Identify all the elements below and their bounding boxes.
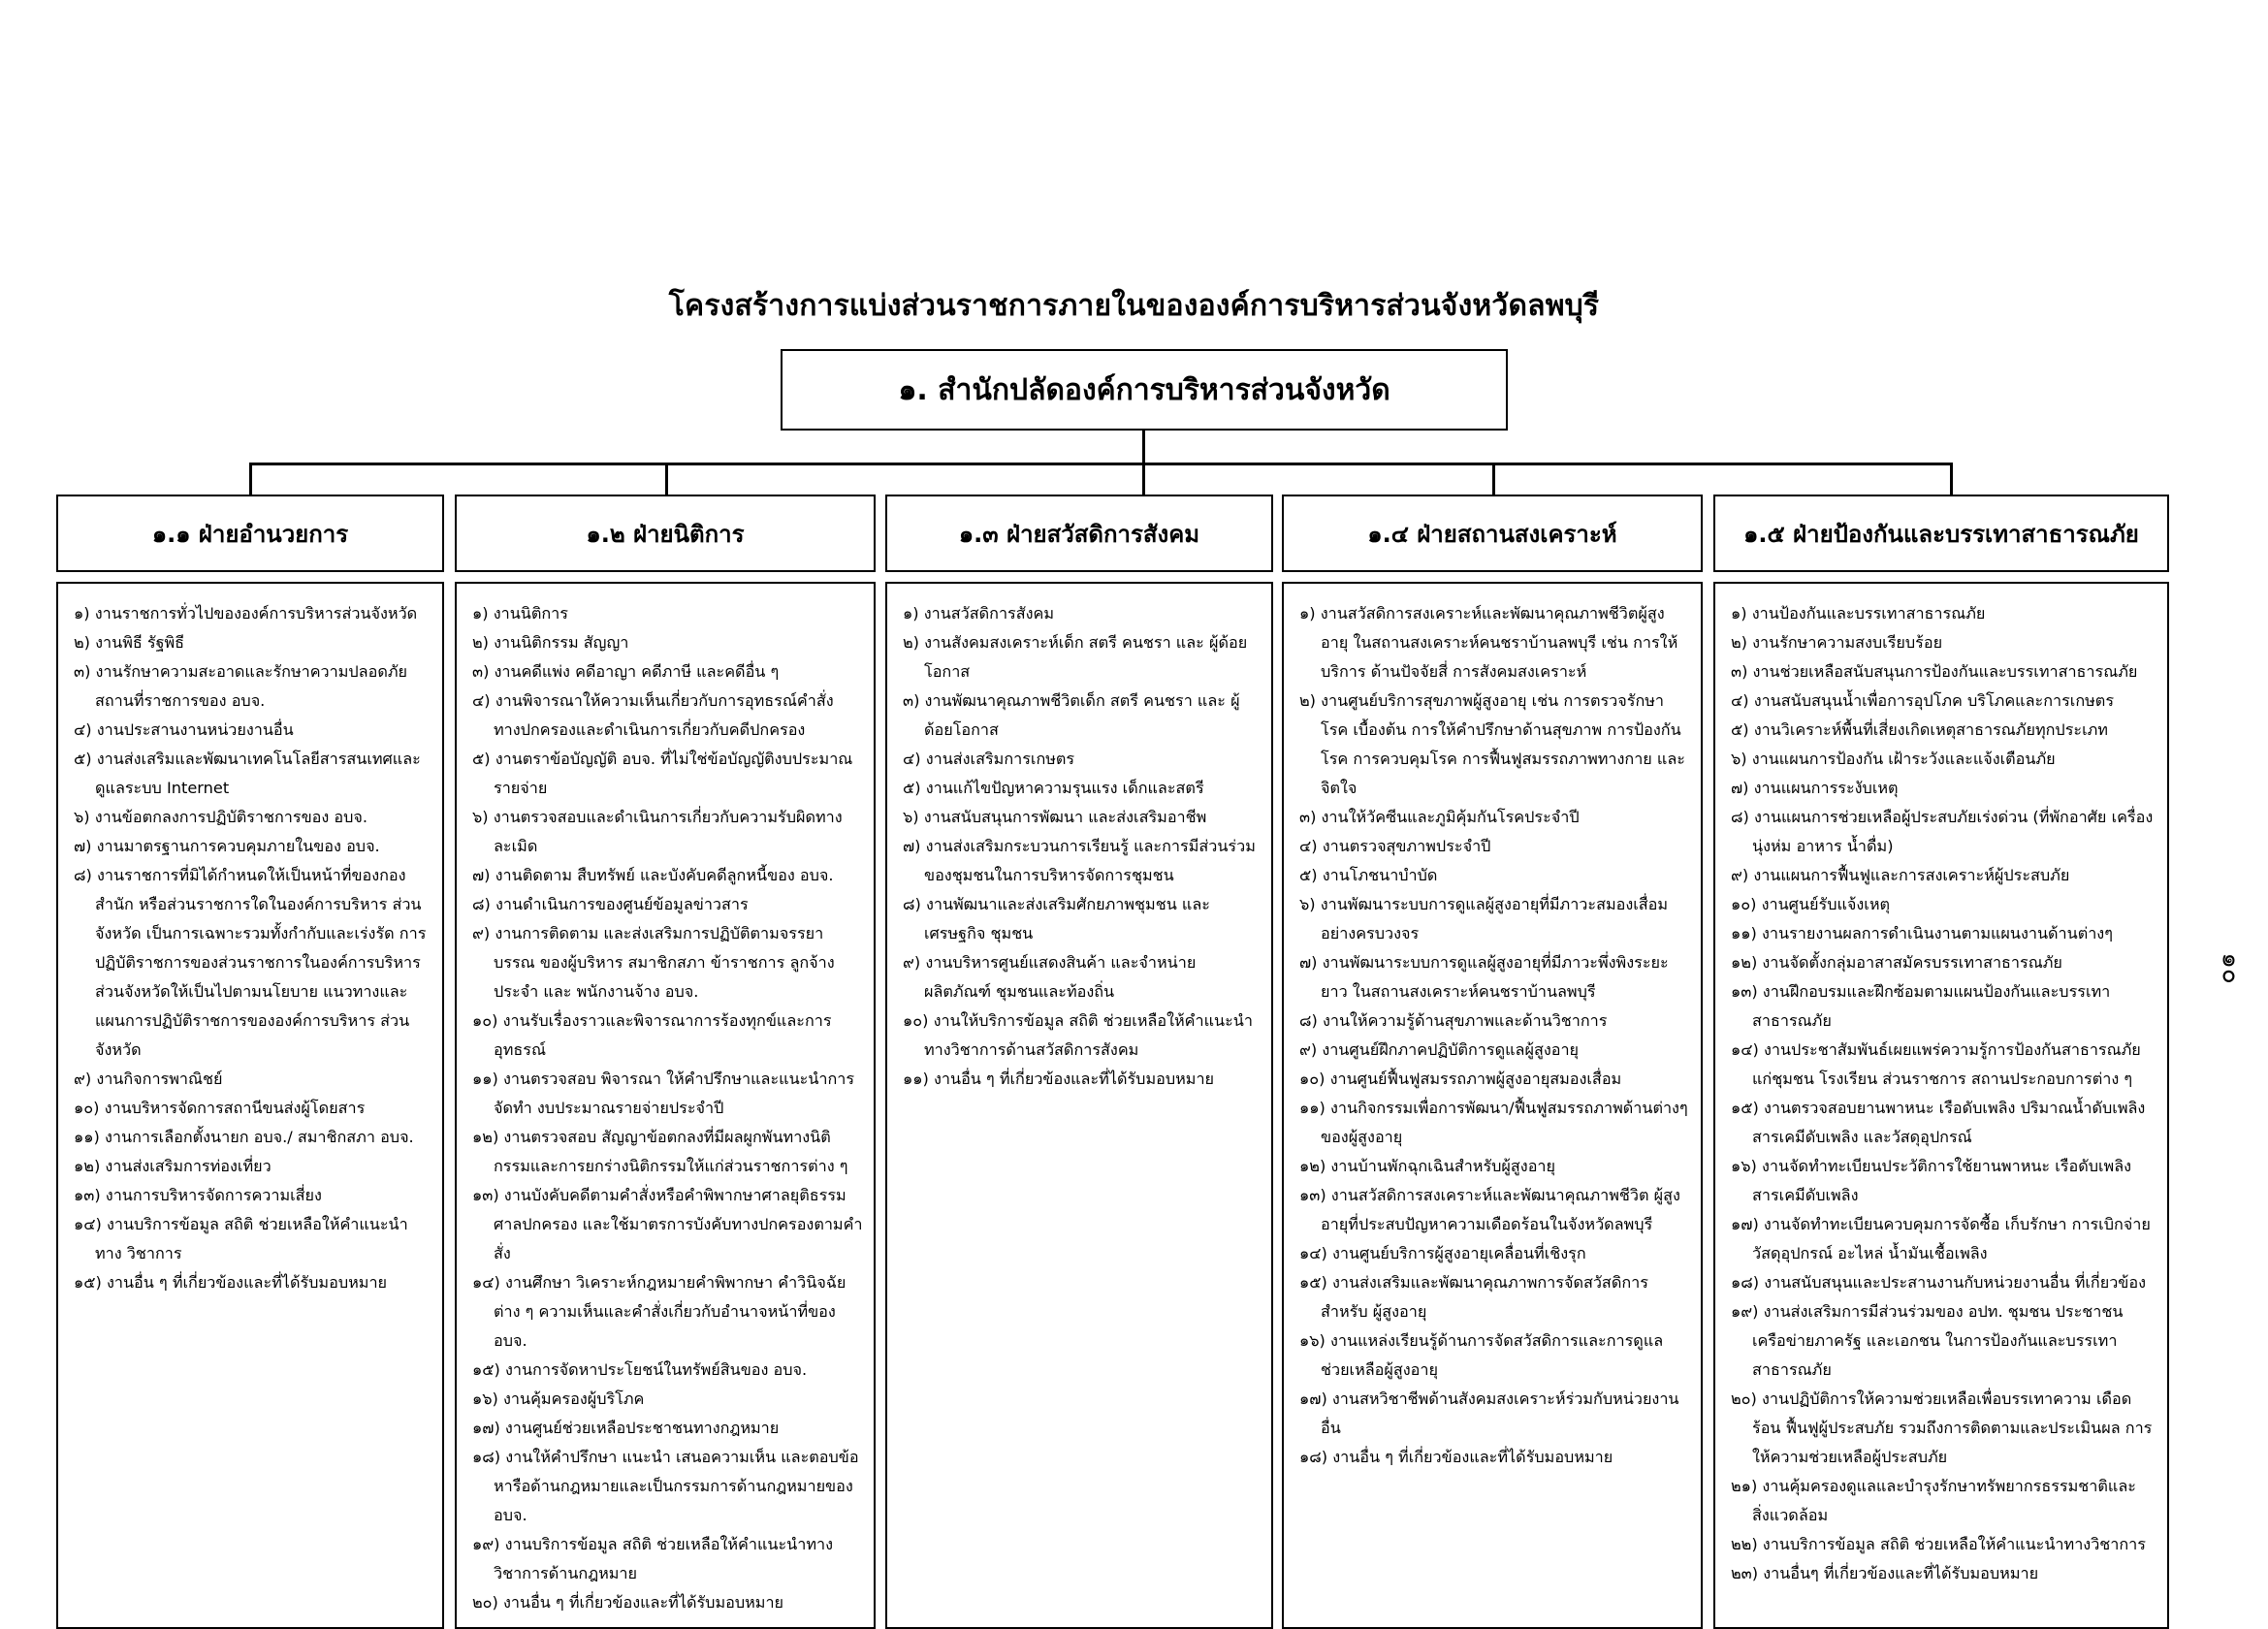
task-item: ๒) งานพิธี รัฐพิธี — [74, 633, 185, 652]
task-item: ๓) งานคดีแพ่ง คดีอาญา คดีภาษี และคดีอื่น ๆ — [472, 662, 780, 681]
task-item: ๒) งานรักษาความสงบเรียบร้อย — [1731, 633, 1943, 652]
division-name: ๑.๑ ฝ่ายอำนวยการ — [151, 520, 349, 548]
task-item: ๒) งานศูนย์บริการสุขภาพผู้สูงอายุ เช่น การตรวจรักษาโรค เบื้องต้น การให้คำปรึกษาด้านสุขภาพ การป้องกันโรค การควบคุมโรค การฟื้นฟูสมรรถภาพทางกาย และจิตใจ — [1299, 691, 1685, 797]
task-item: ๑๒) งานบ้านพักฉุกเฉินสำหรับผู้สูงอายุ — [1299, 1157, 1555, 1175]
division-name: ๑.๕ ฝ่ายป้องกันและบรรเทาสาธารณภัย — [1743, 520, 2139, 548]
task-item: ๓) งานพัฒนาคุณภาพชีวิตเด็ก สตรี คนชรา และ ผู้ด้อยโอกาส — [903, 691, 1240, 739]
task-item: ๘) งานให้ความรู้ด้านสุขภาพและด้านวิชาการ — [1299, 1011, 1608, 1030]
division-header-3 — [885, 495, 1273, 572]
division-header-2 — [455, 495, 876, 572]
task-item: ๑) งานสวัสดิการสงเคราะห์และพัฒนาคุณภาพชีวิตผู้สูงอายุ ในสถานสงเคราะห์คนชราบ้านลพบุรี เช่น การให้บริการ ด้านปัจจัยสี่ การสังคมสงเคราะห์ — [1299, 604, 1678, 681]
task-item: ๑๑) งานกิจกรรมเพื่อการพัฒนา/ฟื้นฟูสมรรถภาพด้านต่างๆ ของผู้สูงอายุ — [1299, 1099, 1688, 1146]
task-item: ๘) งานแผนการช่วยเหลือผู้ประสบภัยเร่งด่วน (ที่พักอาศัย เครื่องนุ่งห่ม อาหาร น้ำดื่ม) — [1731, 808, 2154, 855]
task-item: ๓) งานรักษาความสะอาดและรักษาความปลอดภัย สถานที่ราชการของ อบจ. — [74, 662, 407, 710]
task-item: ๑๘) งานให้คำปรึกษา แนะนำ เสนอความเห็น และตอบข้อ หารือด้านกฎหมายและเป็นกรรมการด้านกฎหมายของ อบจ. — [472, 1448, 859, 1524]
task-item: ๑) งานสวัสดิการสังคม — [903, 604, 1055, 623]
task-item: ๙) งานกิจการพาณิชย์ — [74, 1070, 223, 1088]
task-item: ๕) งานแก้ไขปัญหาความรุนแรง เด็กและสตรี — [903, 779, 1204, 797]
division-header-4 — [1282, 495, 1703, 572]
task-item: ๒๐) งานปฏิบัติการให้ความช่วยเหลือเพื่อบรรเทาความ เดือดร้อน ฟื้นฟูผู้ประสบภัย รวมถึงการติดตามและประเมินผล การให้ความช่วยเหลือผู้ประสบภัย — [1731, 1389, 2153, 1466]
task-item: ๑๔) งานศึกษา วิเคราะห์กฎหมายคำพิพากษา คำวินิจฉัย ต่าง ๆ ความเห็นและคำสั่งเกี่ยวกับอำนาจหน้าที่ของ อบจ. — [472, 1273, 847, 1350]
division-header-5 — [1713, 495, 2169, 572]
task-item: ๑๖) งานแหล่งเรียนรู้ด้านการจัดสวัสดิการและการดูแล ช่วยเหลือผู้สูงอายุ — [1299, 1331, 1664, 1379]
task-item: ๕) งานวิเคราะห์พื้นที่เสี่ยงเกิดเหตุสาธารณภัยทุกประเภท — [1731, 720, 2108, 739]
task-item: ๗) งานแผนการระงับเหตุ — [1731, 779, 1899, 797]
task-item: ๑๑) งานอื่น ๆ ที่เกี่ยวข้องและที่ได้รับมอบหมาย — [903, 1070, 1215, 1088]
task-item: ๑๓) งานบังคับคดีตามคำสั่งหรือคำพิพากษาศาลยุติธรรม ศาลปกครอง และใช้มาตรการบังคับทางปกครองตามคำสั่ง — [472, 1186, 863, 1262]
task-item: ๕) งานโภชนาบำบัด — [1299, 866, 1438, 884]
task-item: ๑๕) งานตรวจสอบยานพาหนะ เรือดับเพลิง ปริมาณน้ำดับเพลิง สารเคมีดับเพลิง และวัสดุอุปกรณ์ — [1731, 1099, 2146, 1146]
division-tasks-3 — [885, 582, 1273, 1629]
task-item: ๖) งานพัฒนาระบบการดูแลผู้สูงอายุที่มีภาวะสมองเสื่อม อย่างครบวงจร — [1299, 895, 1669, 942]
task-item: ๖) งานแผนการป้องกัน เฝ้าระวังและแจ้งเตือนภัย — [1731, 750, 2056, 768]
task-item: ๗) งานมาตรฐานการควบคุมภายในของ อบจ. — [74, 837, 380, 855]
division-tasks-4 — [1282, 582, 1703, 1629]
task-item: ๑๘) งานสนับสนุนและประสานงานกับหน่วยงานอื่น ที่เกี่ยวข้อง — [1731, 1273, 2146, 1292]
task-item: ๑๖) งานคุ้มครองผู้บริโภค — [472, 1389, 645, 1408]
task-item: ๖) งานตรวจสอบและดำเนินการเกี่ยวกับความรับผิดทาง ละเมิด — [472, 808, 843, 855]
task-item: ๗) งานติดตาม สืบทรัพย์ และบังคับคดีลูกหนี้ของ อบจ. — [472, 866, 834, 884]
division-name: ๑.๓ ฝ่ายสวัสดิการสังคม — [958, 520, 1200, 548]
task-item: ๑๕) งานส่งเสริมและพัฒนาคุณภาพการจัดสวัสดิการสำหรับ ผู้สูงอายุ — [1299, 1273, 1648, 1321]
division-name: ๑.๔ ฝ่ายสถานสงเคราะห์ — [1367, 520, 1617, 548]
task-item: ๙) งานการติดตาม และส่งเสริมการปฏิบัติตามจรรยาบรรณ ของผู้บริหาร สมาชิกสภา ข้าราชการ ลูกจ้างประจำ และ พนักงานจ้าง อบจ. — [472, 924, 835, 1001]
task-item: ๑๖) งานจัดทำทะเบียนประวัติการใช้ยานพาหนะ เรือดับเพลิง สารเคมีดับเพลิง — [1731, 1157, 2132, 1204]
task-item: ๑๗) งานจัดทำทะเบียนควบคุมการจัดซื้อ เก็บรักษา การเบิกจ่าย วัสดุอุปกรณ์ อะไหล่ น้ำมันเชื้อเพลิง — [1731, 1215, 2151, 1262]
task-item: ๑๑) งานรายงานผลการดำเนินงานตามแผนงานด้านต่างๆ — [1731, 924, 2113, 942]
task-item: ๒๑) งานคุ้มครองดูแลและบำรุงรักษาทรัพยากรธรรมชาติและ สิ่งแวดล้อม — [1731, 1477, 2136, 1524]
task-item: ๓) งานให้วัคซีนและภูมิคุ้มกันโรคประจำปี — [1299, 808, 1580, 826]
task-item: ๘) งานดำเนินการของศูนย์ข้อมูลข่าวสาร — [472, 895, 749, 913]
task-item: ๒) งานนิติกรรม สัญญา — [472, 633, 629, 652]
connector-drop-4 — [1492, 463, 1495, 495]
connector-drop-1 — [249, 463, 252, 495]
task-item: ๗) งานส่งเสริมกระบวนการเรียนรู้ และการมีส่วนร่วม ของชุมชนในการบริหารจัดการชุมชน — [903, 837, 1256, 884]
connector-horizontal — [249, 463, 1952, 465]
task-item: ๒๓) งานอื่นๆ ที่เกี่ยวข้องและที่ได้รับมอบหมาย — [1731, 1564, 2039, 1582]
task-item: ๑๑) งานการเลือกตั้งนายก อบจ./ สมาชิกสภา อบจ. — [74, 1128, 414, 1146]
task-item: ๔) งานส่งเสริมการเกษตร — [903, 750, 1075, 768]
task-item: ๑) งานนิติการ — [472, 604, 568, 623]
task-item: ๙) งานศูนย์ฝึกภาคปฏิบัติการดูแลผู้สูงอายุ — [1299, 1040, 1580, 1059]
division-header-1 — [56, 495, 444, 572]
task-item: ๖) งานข้อตกลงการปฏิบัติราชการของ อบจ. — [74, 808, 368, 826]
page-number: ๑๐ — [2216, 952, 2246, 984]
task-item: ๒) งานสังคมสงเคราะห์เด็ก สตรี คนชรา และ ผู้ด้อยโอกาส — [903, 633, 1248, 681]
division-name: ๑.๒ ฝ่ายนิติการ — [586, 520, 745, 548]
task-item: ๑๕) งานอื่น ๆ ที่เกี่ยวข้องและที่ได้รับมอบหมาย — [74, 1273, 388, 1292]
task-item: ๑๓) งานสวัสดิการสงเคราะห์และพัฒนาคุณภาพชีวิต ผู้สูงอายุที่ประสบปัญหาความเดือดร้อนในจังหวัดลพบุรี — [1299, 1186, 1680, 1233]
task-item: ๑๗) งานศูนย์ช่วยเหลือประชาชนทางกฎหมาย — [472, 1419, 780, 1437]
task-item: ๔) งานประสานงานหน่วยงานอื่น — [74, 720, 294, 739]
task-item: ๓) งานช่วยเหลือสนับสนุนการป้องกันและบรรเทาสาธารณภัย — [1731, 662, 2138, 681]
task-item: ๔) งานพิจารณาให้ความเห็นเกี่ยวกับการอุทธรณ์คำสั่ง ทางปกครองและดำเนินการเกี่ยวกับคดีปกครอง — [472, 691, 834, 739]
task-item: ๕) งานตราข้อบัญญัติ อบจ. ที่ไม่ใช่ข้อบัญญัติงบประมาณ รายจ่าย — [472, 750, 853, 797]
task-item: ๑๒) งานส่งเสริมการท่องเที่ยว — [74, 1157, 272, 1175]
task-item: ๙) งานแผนการฟื้นฟูและการสงเคราะห์ผู้ประสบภัย — [1731, 866, 2070, 884]
task-item: ๑๘) งานอื่น ๆ ที่เกี่ยวข้องและที่ได้รับมอบหมาย — [1299, 1448, 1613, 1466]
division-tasks-5 — [1713, 582, 2169, 1629]
connector-drop-3 — [1142, 463, 1145, 495]
task-item: ๑๑) งานตรวจสอบ พิจารณา ให้คำปรึกษาและแนะนำการจัดทำ งบประมาณรายจ่ายประจำปี — [472, 1070, 855, 1117]
task-item: ๑๕) งานการจัดหาประโยชน์ในทรัพย์สินของ อบจ. — [472, 1360, 808, 1379]
top-unit-box — [781, 349, 1508, 431]
task-item: ๑๗) งานสหวิชาชีพด้านสังคมสงเคราะห์ร่วมกับหน่วยงานอื่น — [1299, 1389, 1679, 1437]
task-item: ๑๐) งานให้บริการข้อมูล สถิติ ช่วยเหลือให้คำแนะนำ ทางวิชาการด้านสวัสดิการสังคม — [903, 1011, 1253, 1059]
task-item: ๑๐) งานรับเรื่องราวและพิจารณาการร้องทุกข์และการ อุทธรณ์ — [472, 1011, 832, 1059]
task-item: ๑๐) งานบริหารจัดการสถานีขนส่งผู้โดยสาร — [74, 1099, 366, 1117]
top-unit-label: ๑. สำนักปลัดองค์การบริหารส่วนจังหวัด — [898, 372, 1390, 407]
task-item: ๑๙) งานส่งเสริมการมีส่วนร่วมของ อปท. ชุมชน ประชาชน เครือข่ายภาครัฐ และเอกชน ในการป้องกันและบรรเทา สาธารณภัย — [1731, 1302, 2124, 1379]
division-tasks-2 — [455, 582, 876, 1629]
connector-drop-2 — [665, 463, 668, 495]
task-item: ๕) งานส่งเสริมและพัฒนาเทคโนโลยีสารสนเทศและ ดูแลระบบ Internet — [74, 750, 421, 797]
division-tasks-1 — [56, 582, 444, 1629]
task-item: ๑๐) งานศูนย์ฟื้นฟูสมรรถภาพผู้สูงอายุสมองเสื่อม — [1299, 1070, 1622, 1088]
task-item: ๑๓) งานฝึกอบรมและฝึกซ้อมตามแผนป้องกันและบรรเทา สาธารณภัย — [1731, 982, 2111, 1030]
task-item: ๑๔) งานศูนย์บริการผู้สูงอายุเคลื่อนที่เชิงรุก — [1299, 1244, 1586, 1262]
task-item: ๘) งานพัฒนาและส่งเสริมศักยภาพชุมชน และเศรษฐกิจ ชุมชน — [903, 895, 1210, 942]
task-item: ๒๒) งานบริการข้อมูล สถิติ ช่วยเหลือให้คำแนะนำทางวิชาการ — [1731, 1535, 2146, 1553]
task-item: ๔) งานสนับสนุนน้ำเพื่อการอุปโภค บริโภคและการเกษตร — [1731, 691, 2115, 710]
task-item: ๙) งานบริหารศูนย์แสดงสินค้า และจำหน่ายผลิตภัณฑ์ ชุมชนและท้องถิ่น — [903, 953, 1197, 1001]
task-item: ๗) งานพัฒนาระบบการดูแลผู้สูงอายุที่มีภาวะพึ่งพิงระยะยาว ในสถานสงเคราะห์คนชราบ้านลพบุรี — [1299, 953, 1669, 1001]
task-item: ๑) งานราชการทั่วไปขององค์การบริหารส่วนจังหวัด — [74, 604, 418, 623]
task-item: ๑๒) งานตรวจสอบ สัญญาข้อตกลงที่มีผลผูกพันทางนิติ กรรมและการยกร่างนิติกรรมให้แก่ส่วนราชการต่าง ๆ — [472, 1128, 848, 1175]
task-item: ๑) งานป้องกันและบรรเทาสาธารณภัย — [1731, 604, 1986, 623]
task-item: ๑๔) งานบริการข้อมูล สถิติ ช่วยเหลือให้คำแนะนำทาง วิชาการ — [74, 1215, 408, 1262]
task-item: ๒๐) งานอื่น ๆ ที่เกี่ยวข้องและที่ได้รับมอบหมาย — [472, 1593, 784, 1612]
task-item: ๑๓) งานการบริหารจัดการความเสี่ยง — [74, 1186, 322, 1204]
connector-vertical-main — [1142, 431, 1145, 463]
task-item: ๘) งานราชการที่มิได้กำหนดให้เป็นหน้าที่ของกอง สำนัก หรือส่วนราชการใดในองค์การบริหาร ส่วนจังหวัด เป็นการเฉพาะรวมทั้งกำกับและเร่งรัด การปฏิบัติราชการของส่วนราชการในองค์การบริหาร ส่วนจังหวัดให้เป็นไปตามนโยบาย แนวทางและ แผนการปฏิบัติราชการขององค์การบริหาร ส่วนจังหวัด — [74, 866, 427, 1059]
task-item: ๔) งานตรวจสุขภาพประจำปี — [1299, 837, 1491, 855]
task-item: ๑๔) งานประชาสัมพันธ์เผยแพร่ความรู้การป้องกันสาธารณภัย แก่ชุมชน โรงเรียน ส่วนราชการ สถานประกอบการต่าง ๆ — [1731, 1040, 2141, 1088]
connector-drop-5 — [1950, 463, 1953, 495]
task-item: ๖) งานสนับสนุนการพัฒนา และส่งเสริมอาชีพ — [903, 808, 1207, 826]
page-title: โครงสร้างการแบ่งส่วนราชการภายในขององค์การบริหารส่วนจังหวัดลพบุรี — [668, 289, 1600, 323]
task-item: ๑๒) งานจัดตั้งกลุ่มอาสาสมัครบรรเทาสาธารณภัย — [1731, 953, 2062, 972]
task-item: ๑๙) งานบริการข้อมูล สถิติ ช่วยเหลือให้คำแนะนำทาง วิชาการด้านกฎหมาย — [472, 1535, 833, 1582]
task-item: ๑๐) งานศูนย์รับแจ้งเหตุ — [1731, 895, 1891, 913]
